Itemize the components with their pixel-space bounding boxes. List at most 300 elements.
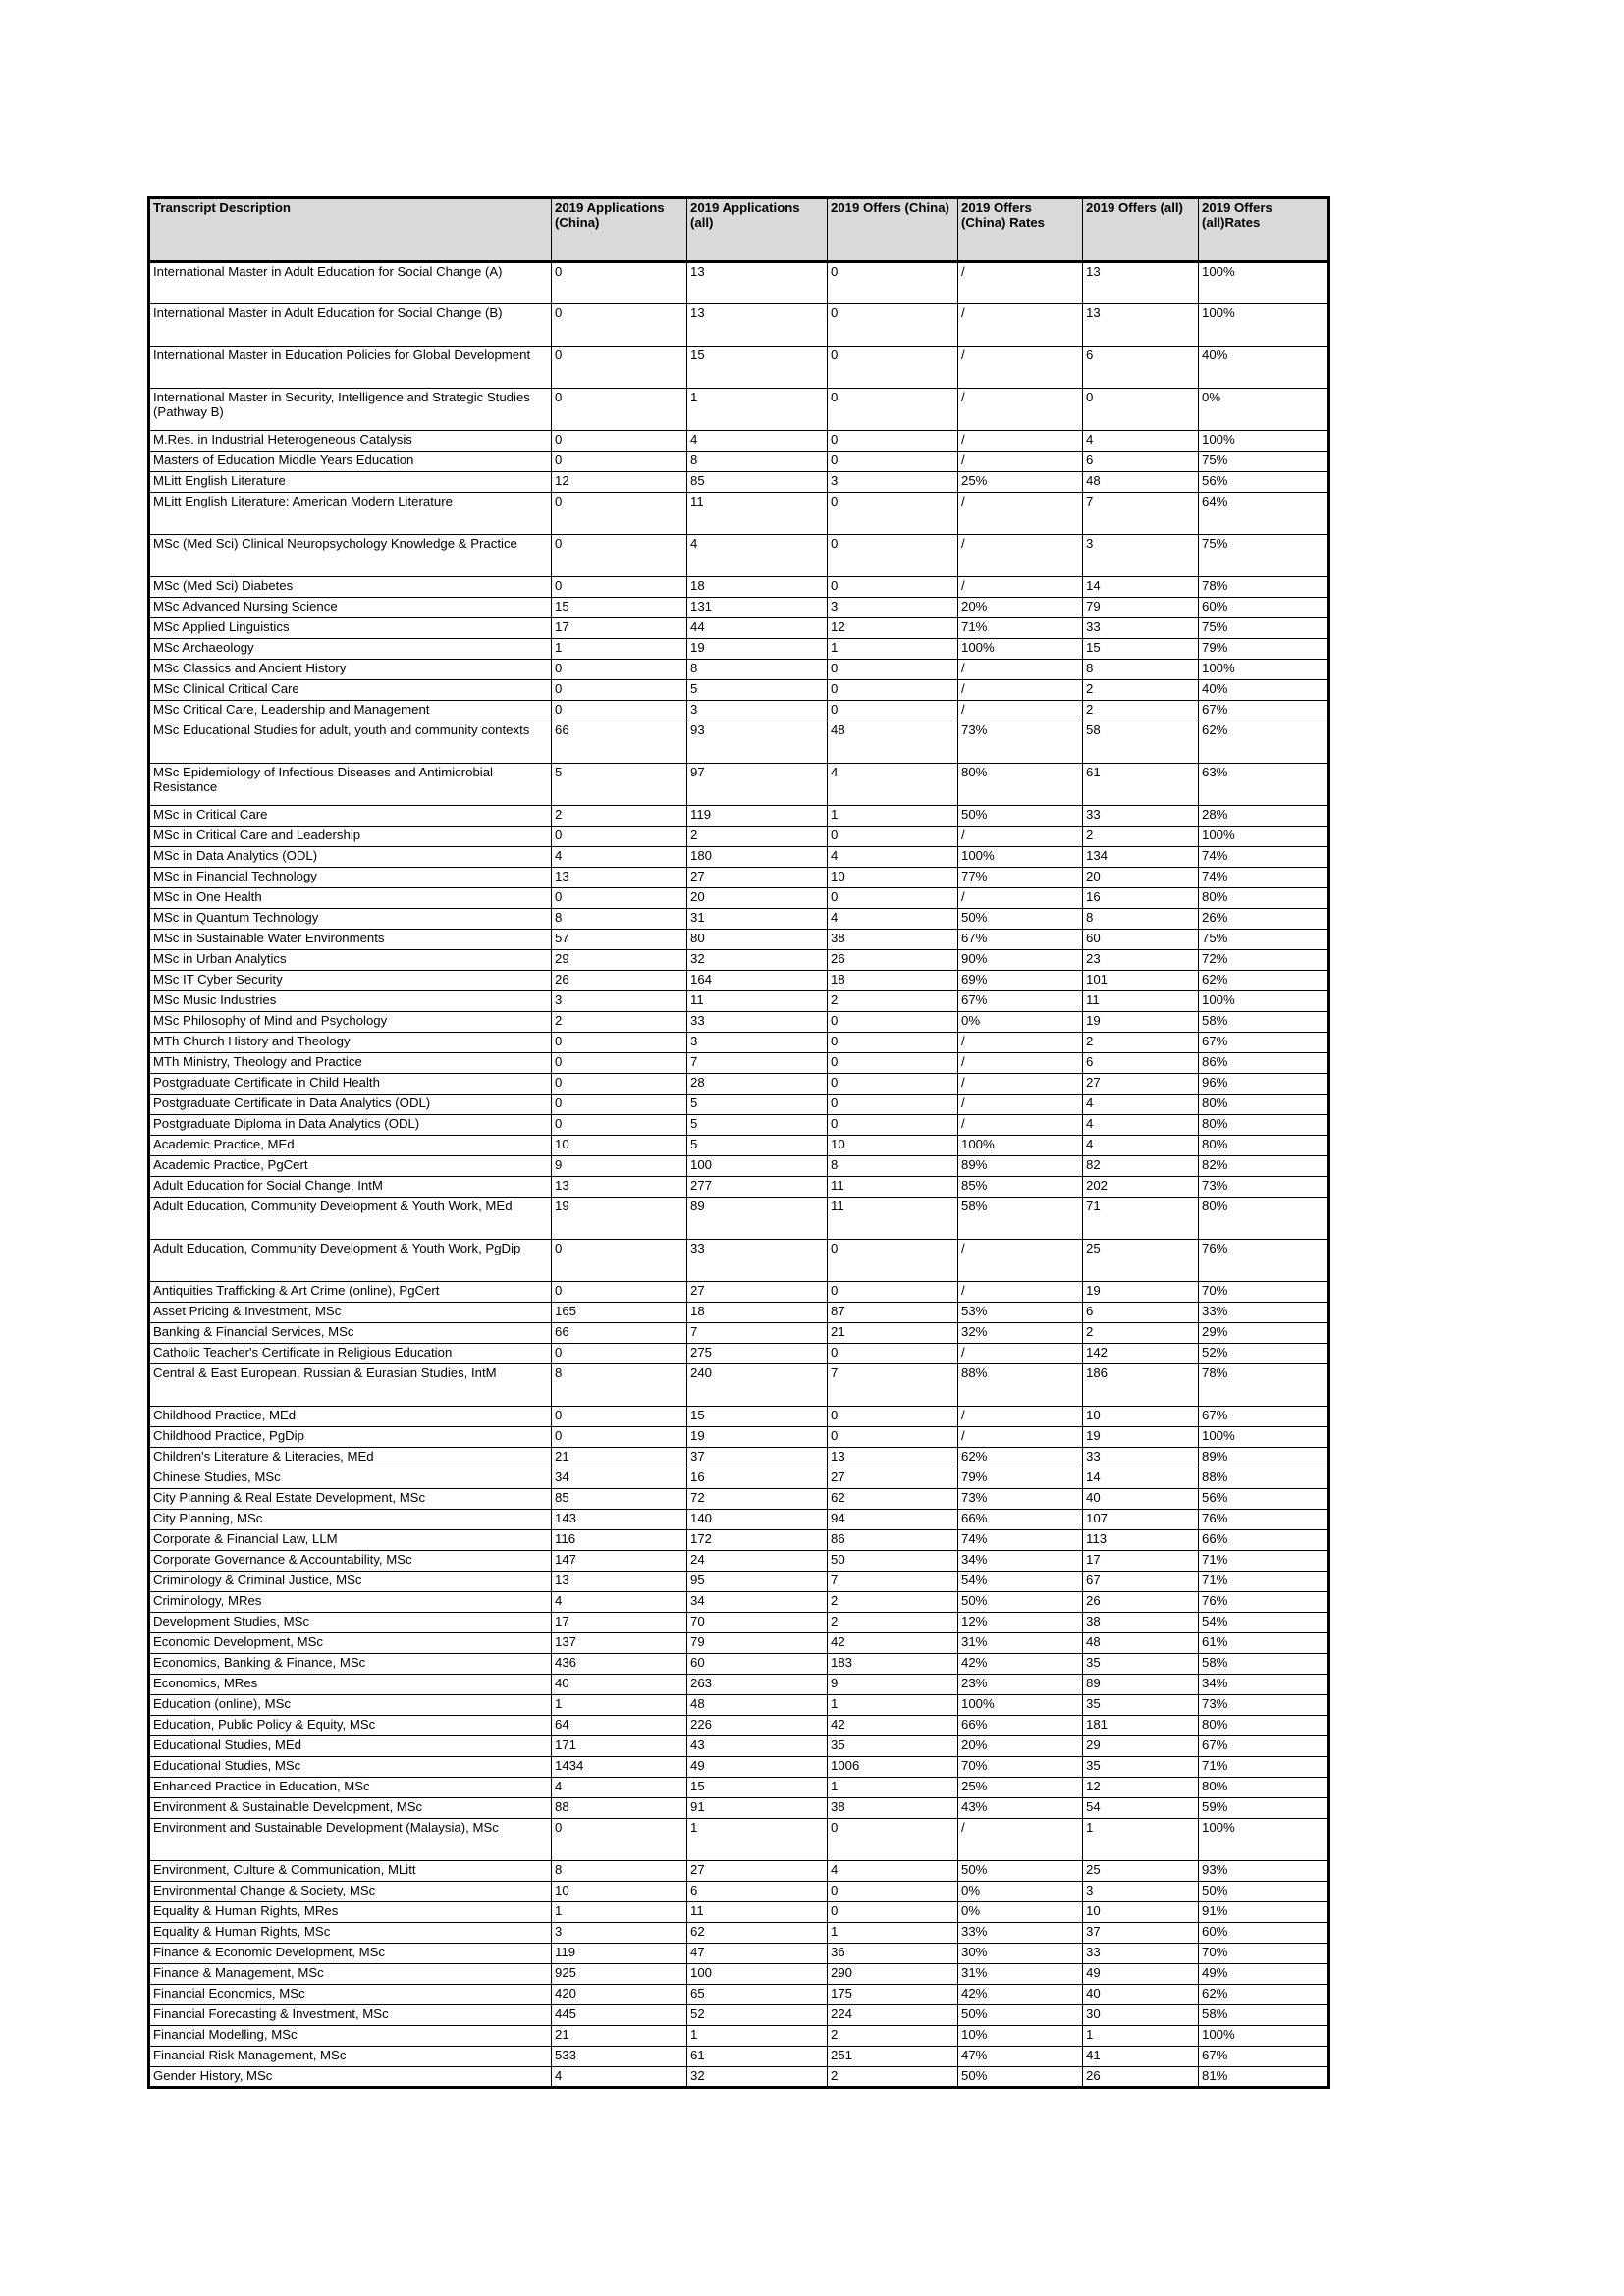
cell-offers-china: 224 [828, 2005, 958, 2026]
cell-applications-all: 131 [687, 598, 828, 618]
cell-offers-all-rate: 75% [1199, 535, 1329, 577]
cell-offers-china-rate: 50% [958, 2067, 1083, 2088]
cell-applications-china: 21 [552, 2026, 687, 2047]
cell-applications-china: 34 [552, 1468, 687, 1489]
cell-description: Corporate Governance & Accountability, MSc [149, 1551, 552, 1572]
cell-applications-all: 11 [687, 1902, 828, 1923]
cell-offers-china: 26 [828, 950, 958, 971]
table-row [149, 1613, 1329, 1633]
cell-offers-china: 8 [828, 1156, 958, 1177]
cell-offers-china: 10 [828, 868, 958, 888]
table-row [149, 1240, 1329, 1282]
table-row [149, 452, 1329, 472]
cell-applications-china: 8 [552, 909, 687, 930]
cell-applications-china: 0 [552, 1074, 687, 1095]
cell-applications-china: 21 [552, 1448, 687, 1468]
cell-offers-china-rate: 50% [958, 1861, 1083, 1882]
cell-offers-all-rate: 73% [1199, 1177, 1329, 1198]
cell-offers-all: 11 [1083, 991, 1199, 1012]
cell-description: Catholic Teacher's Certificate in Religious Education [149, 1344, 552, 1364]
cell-offers-all-rate: 54% [1199, 1613, 1329, 1633]
cell-offers-china-rate: / [958, 389, 1083, 431]
cell-offers-all: 48 [1083, 472, 1199, 493]
cell-offers-all: 3 [1083, 535, 1199, 577]
cell-offers-china-rate: 50% [958, 1592, 1083, 1613]
cell-offers-all: 4 [1083, 431, 1199, 452]
cell-offers-all: 10 [1083, 1407, 1199, 1427]
table-row [149, 262, 1329, 304]
cell-offers-all: 7 [1083, 493, 1199, 535]
cell-description: MSc in Critical Care and Leadership [149, 827, 552, 847]
cell-offers-all-rate: 34% [1199, 1675, 1329, 1695]
cell-description: M.Res. in Industrial Heterogeneous Catalysis [149, 431, 552, 452]
cell-applications-china: 4 [552, 1778, 687, 1798]
cell-applications-china: 119 [552, 1944, 687, 1964]
cell-offers-all: 17 [1083, 1551, 1199, 1572]
cell-offers-china: 0 [828, 452, 958, 472]
cell-applications-all: 33 [687, 1240, 828, 1282]
cell-offers-all-rate: 74% [1199, 847, 1329, 868]
cell-offers-china-rate: 69% [958, 971, 1083, 991]
cell-applications-china: 66 [552, 721, 687, 764]
table-row [149, 1923, 1329, 1944]
cell-description: MSc in Quantum Technology [149, 909, 552, 930]
cell-applications-all: 34 [687, 1592, 828, 1613]
cell-applications-all: 48 [687, 1695, 828, 1716]
cell-offers-all-rate: 75% [1199, 930, 1329, 950]
cell-description: Corporate & Financial Law, LLM [149, 1530, 552, 1551]
cell-applications-china: 0 [552, 660, 687, 680]
cell-applications-china: 64 [552, 1716, 687, 1736]
cell-applications-china: 1434 [552, 1757, 687, 1778]
header-row [149, 198, 1329, 262]
cell-offers-all: 6 [1083, 1053, 1199, 1074]
cell-applications-all: 1 [687, 2026, 828, 2047]
cell-offers-china: 0 [828, 577, 958, 598]
cell-offers-all: 37 [1083, 1923, 1199, 1944]
cell-description: International Master in Education Policies for Global Development [149, 347, 552, 389]
cell-description: MSc Epidemiology of Infectious Diseases and Antimicrobial Resistance [149, 764, 552, 806]
cell-offers-china-rate: 53% [958, 1303, 1083, 1323]
cell-applications-all: 33 [687, 1012, 828, 1033]
table-row [149, 431, 1329, 452]
cell-offers-china: 35 [828, 1736, 958, 1757]
cell-offers-all-rate: 67% [1199, 1736, 1329, 1757]
cell-offers-china-rate: 85% [958, 1177, 1083, 1198]
cell-offers-all-rate: 76% [1199, 1592, 1329, 1613]
cell-applications-all: 27 [687, 1282, 828, 1303]
cell-offers-all: 82 [1083, 1156, 1199, 1177]
cell-offers-china-rate: 20% [958, 1736, 1083, 1757]
cell-offers-all: 2 [1083, 1033, 1199, 1053]
cell-offers-china: 0 [828, 1407, 958, 1427]
cell-applications-all: 85 [687, 472, 828, 493]
table-header [149, 198, 1329, 262]
table-row [149, 930, 1329, 950]
cell-offers-all-rate: 56% [1199, 1489, 1329, 1510]
cell-offers-china-rate: / [958, 347, 1083, 389]
cell-applications-all: 27 [687, 1861, 828, 1882]
cell-applications-all: 32 [687, 2067, 828, 2088]
cell-applications-china: 12 [552, 472, 687, 493]
cell-applications-all: 6 [687, 1882, 828, 1902]
cell-offers-all-rate: 60% [1199, 1923, 1329, 1944]
cell-offers-all-rate: 63% [1199, 764, 1329, 806]
cell-applications-all: 24 [687, 1551, 828, 1572]
table-row [149, 2067, 1329, 2088]
cell-applications-all: 275 [687, 1344, 828, 1364]
table-row [149, 577, 1329, 598]
cell-offers-china-rate: 67% [958, 930, 1083, 950]
cell-applications-china: 1 [552, 1902, 687, 1923]
table-row [149, 1592, 1329, 1613]
cell-applications-all: 47 [687, 1944, 828, 1964]
cell-applications-all: 52 [687, 2005, 828, 2026]
cell-offers-all-rate: 76% [1199, 1510, 1329, 1530]
cell-offers-all-rate: 100% [1199, 1427, 1329, 1448]
table-row [149, 2047, 1329, 2067]
cell-description: Financial Forecasting & Investment, MSc [149, 2005, 552, 2026]
cell-description: MSc Philosophy of Mind and Psychology [149, 1012, 552, 1033]
cell-offers-all-rate: 58% [1199, 1654, 1329, 1675]
cell-offers-all-rate: 81% [1199, 2067, 1329, 2088]
cell-offers-china: 0 [828, 1074, 958, 1095]
cell-offers-china-rate: 0% [958, 1902, 1083, 1923]
cell-applications-china: 9 [552, 1156, 687, 1177]
cell-applications-china: 147 [552, 1551, 687, 1572]
cell-applications-all: 49 [687, 1757, 828, 1778]
cell-description: Enhanced Practice in Education, MSc [149, 1778, 552, 1798]
cell-offers-china: 0 [828, 1427, 958, 1448]
cell-offers-china: 0 [828, 701, 958, 721]
cell-offers-china: 0 [828, 680, 958, 701]
cell-offers-all: 2 [1083, 1323, 1199, 1344]
cell-applications-china: 88 [552, 1798, 687, 1819]
cell-offers-china: 0 [828, 1344, 958, 1364]
cell-offers-china: 2 [828, 1613, 958, 1633]
cell-applications-all: 11 [687, 493, 828, 535]
cell-applications-china: 8 [552, 1861, 687, 1882]
cell-applications-all: 32 [687, 950, 828, 971]
cell-offers-china-rate: 58% [958, 1198, 1083, 1240]
cell-description: International Master in Adult Education for Social Change (A) [149, 262, 552, 304]
cell-description: Educational Studies, MEd [149, 1736, 552, 1757]
cell-offers-all: 4 [1083, 1115, 1199, 1136]
cell-offers-china-rate: / [958, 1095, 1083, 1115]
table-row [149, 1572, 1329, 1592]
cell-description: Educational Studies, MSc [149, 1757, 552, 1778]
cell-offers-china: 0 [828, 1819, 958, 1861]
cell-description: MLitt English Literature [149, 472, 552, 493]
cell-offers-china: 0 [828, 1033, 958, 1053]
table-row [149, 598, 1329, 618]
cell-offers-all: 35 [1083, 1757, 1199, 1778]
cell-description: Equality & Human Rights, MRes [149, 1902, 552, 1923]
table-row [149, 1861, 1329, 1882]
cell-offers-china: 0 [828, 431, 958, 452]
table-row [149, 472, 1329, 493]
cell-offers-all-rate: 74% [1199, 868, 1329, 888]
cell-applications-china: 143 [552, 1510, 687, 1530]
cell-description: MSc IT Cyber Security [149, 971, 552, 991]
cell-applications-china: 0 [552, 1427, 687, 1448]
cell-offers-all: 35 [1083, 1695, 1199, 1716]
cell-offers-all-rate: 58% [1199, 1012, 1329, 1033]
cell-applications-china: 15 [552, 598, 687, 618]
table-row [149, 1156, 1329, 1177]
cell-applications-china: 19 [552, 1198, 687, 1240]
cell-description: Finance & Management, MSc [149, 1964, 552, 1985]
cell-description: MSc in One Health [149, 888, 552, 909]
cell-offers-china-rate: / [958, 535, 1083, 577]
cell-offers-china-rate: 62% [958, 1448, 1083, 1468]
cell-description: Childhood Practice, MEd [149, 1407, 552, 1427]
table-row [149, 888, 1329, 909]
cell-applications-china: 925 [552, 1964, 687, 1985]
cell-offers-china: 1 [828, 639, 958, 660]
table-row [149, 1964, 1329, 1985]
cell-offers-china-rate: 25% [958, 472, 1083, 493]
cell-description: MTh Ministry, Theology and Practice [149, 1053, 552, 1074]
cell-offers-all-rate: 60% [1199, 598, 1329, 618]
cell-offers-all-rate: 100% [1199, 431, 1329, 452]
cell-applications-china: 8 [552, 1364, 687, 1407]
cell-offers-all: 186 [1083, 1364, 1199, 1407]
cell-offers-china-rate: 47% [958, 2047, 1083, 2067]
cell-offers-all: 25 [1083, 1861, 1199, 1882]
table-row [149, 535, 1329, 577]
cell-offers-all-rate: 80% [1199, 1136, 1329, 1156]
cell-offers-china-rate: 71% [958, 618, 1083, 639]
cell-applications-all: 164 [687, 971, 828, 991]
cell-applications-china: 116 [552, 1530, 687, 1551]
cell-offers-china-rate: 50% [958, 2005, 1083, 2026]
cell-offers-all: 6 [1083, 452, 1199, 472]
cell-offers-all: 13 [1083, 262, 1199, 304]
cell-offers-china: 0 [828, 660, 958, 680]
cell-offers-all-rate: 80% [1199, 1198, 1329, 1240]
cell-description: Environment, Culture & Communication, MLitt [149, 1861, 552, 1882]
cell-applications-all: 13 [687, 304, 828, 347]
table-row [149, 1716, 1329, 1736]
cell-applications-china: 5 [552, 764, 687, 806]
cell-description: Antiquities Trafficking & Art Crime (online), PgCert [149, 1282, 552, 1303]
cell-offers-china-rate: 90% [958, 950, 1083, 971]
table-row [149, 1427, 1329, 1448]
cell-offers-china-rate: 77% [958, 868, 1083, 888]
cell-offers-china: 4 [828, 1861, 958, 1882]
cell-applications-china: 171 [552, 1736, 687, 1757]
cell-offers-all-rate: 78% [1199, 1364, 1329, 1407]
cell-offers-all-rate: 89% [1199, 1448, 1329, 1468]
cell-offers-all-rate: 70% [1199, 1944, 1329, 1964]
cell-offers-all: 6 [1083, 347, 1199, 389]
cell-applications-all: 93 [687, 721, 828, 764]
cell-description: Children's Literature & Literacies, MEd [149, 1448, 552, 1468]
cell-offers-all: 181 [1083, 1716, 1199, 1736]
table-row [149, 304, 1329, 347]
cell-applications-china: 0 [552, 680, 687, 701]
table-row [149, 806, 1329, 827]
admissions-table [147, 196, 1330, 2089]
cell-offers-china: 87 [828, 1303, 958, 1323]
cell-offers-all: 107 [1083, 1510, 1199, 1530]
cell-offers-china-rate: 73% [958, 721, 1083, 764]
cell-offers-china: 0 [828, 1012, 958, 1033]
cell-offers-all-rate: 100% [1199, 827, 1329, 847]
cell-applications-china: 29 [552, 950, 687, 971]
table-row [149, 1177, 1329, 1198]
cell-offers-china-rate: / [958, 1074, 1083, 1095]
table-row [149, 764, 1329, 806]
cell-applications-china: 0 [552, 1282, 687, 1303]
table-row [149, 1695, 1329, 1716]
cell-offers-all: 89 [1083, 1675, 1199, 1695]
cell-offers-all-rate: 71% [1199, 1572, 1329, 1592]
cell-offers-china-rate: / [958, 1407, 1083, 1427]
cell-applications-china: 3 [552, 1923, 687, 1944]
cell-offers-all: 12 [1083, 1778, 1199, 1798]
cell-description: Gender History, MSc [149, 2067, 552, 2088]
cell-offers-all-rate: 80% [1199, 1115, 1329, 1136]
table-row [149, 2005, 1329, 2026]
cell-offers-all-rate: 79% [1199, 639, 1329, 660]
cell-offers-china: 4 [828, 764, 958, 806]
cell-offers-all-rate: 78% [1199, 577, 1329, 598]
cell-description: MSc (Med Sci) Diabetes [149, 577, 552, 598]
cell-offers-all-rate: 50% [1199, 1882, 1329, 1902]
cell-offers-all: 4 [1083, 1095, 1199, 1115]
cell-applications-all: 79 [687, 1633, 828, 1654]
cell-offers-china-rate: 100% [958, 639, 1083, 660]
table-row [149, 1468, 1329, 1489]
cell-applications-china: 0 [552, 1344, 687, 1364]
cell-applications-china: 0 [552, 1407, 687, 1427]
cell-applications-china: 4 [552, 2067, 687, 2088]
cell-offers-all-rate: 66% [1199, 1530, 1329, 1551]
table-row [149, 639, 1329, 660]
cell-description: Education, Public Policy & Equity, MSc [149, 1716, 552, 1736]
cell-description: Academic Practice, MEd [149, 1136, 552, 1156]
cell-description: Adult Education, Community Development & Youth Work, MEd [149, 1198, 552, 1240]
cell-offers-china-rate: / [958, 493, 1083, 535]
cell-description: Economic Development, MSc [149, 1633, 552, 1654]
cell-applications-all: 97 [687, 764, 828, 806]
table-row [149, 950, 1329, 971]
cell-offers-china-rate: 88% [958, 1364, 1083, 1407]
cell-offers-china-rate: / [958, 827, 1083, 847]
cell-offers-all: 49 [1083, 1964, 1199, 1985]
cell-applications-all: 61 [687, 2047, 828, 2067]
cell-applications-china: 0 [552, 1053, 687, 1074]
cell-offers-all-rate: 100% [1199, 660, 1329, 680]
cell-applications-all: 31 [687, 909, 828, 930]
cell-offers-china: 11 [828, 1198, 958, 1240]
cell-offers-all: 202 [1083, 1177, 1199, 1198]
cell-offers-china-rate: / [958, 262, 1083, 304]
cell-applications-all: 89 [687, 1198, 828, 1240]
cell-offers-china: 0 [828, 535, 958, 577]
cell-offers-all-rate: 26% [1199, 909, 1329, 930]
cell-applications-all: 43 [687, 1736, 828, 1757]
cell-offers-all-rate: 28% [1199, 806, 1329, 827]
cell-offers-china: 0 [828, 347, 958, 389]
cell-applications-all: 140 [687, 1510, 828, 1530]
cell-offers-all-rate: 75% [1199, 618, 1329, 639]
cell-applications-china: 0 [552, 347, 687, 389]
cell-offers-all: 8 [1083, 660, 1199, 680]
cell-offers-all: 3 [1083, 1882, 1199, 1902]
cell-description: Environmental Change & Society, MSc [149, 1882, 552, 1902]
cell-applications-all: 62 [687, 1923, 828, 1944]
cell-offers-china: 0 [828, 1115, 958, 1136]
cell-offers-china-rate: 43% [958, 1798, 1083, 1819]
cell-applications-all: 65 [687, 1985, 828, 2005]
cell-applications-china: 17 [552, 1613, 687, 1633]
cell-applications-china: 40 [552, 1675, 687, 1695]
cell-offers-all: 1 [1083, 2026, 1199, 2047]
cell-offers-all-rate: 80% [1199, 1778, 1329, 1798]
cell-offers-all: 26 [1083, 1592, 1199, 1613]
cell-offers-china-rate: / [958, 888, 1083, 909]
cell-offers-all-rate: 88% [1199, 1468, 1329, 1489]
cell-offers-all: 33 [1083, 618, 1199, 639]
cell-offers-china-rate: 42% [958, 1985, 1083, 2005]
cell-offers-all-rate: 40% [1199, 347, 1329, 389]
cell-description: Economics, Banking & Finance, MSc [149, 1654, 552, 1675]
cell-offers-china-rate: 66% [958, 1716, 1083, 1736]
cell-offers-china: 7 [828, 1364, 958, 1407]
cell-offers-all: 2 [1083, 680, 1199, 701]
cell-applications-all: 180 [687, 847, 828, 868]
cell-description: MSc in Data Analytics (ODL) [149, 847, 552, 868]
table-row [149, 1095, 1329, 1115]
cell-applications-all: 100 [687, 1156, 828, 1177]
cell-description: International Master in Adult Education for Social Change (B) [149, 304, 552, 347]
cell-offers-china-rate: 30% [958, 1944, 1083, 1964]
cell-offers-china-rate: / [958, 660, 1083, 680]
cell-offers-china: 7 [828, 1572, 958, 1592]
cell-applications-all: 18 [687, 577, 828, 598]
cell-applications-china: 3 [552, 991, 687, 1012]
cell-applications-all: 16 [687, 1468, 828, 1489]
cell-description: Economics, MRes [149, 1675, 552, 1695]
cell-applications-china: 1 [552, 639, 687, 660]
cell-applications-all: 226 [687, 1716, 828, 1736]
cell-offers-all-rate: 71% [1199, 1757, 1329, 1778]
cell-applications-all: 18 [687, 1303, 828, 1323]
cell-applications-china: 445 [552, 2005, 687, 2026]
cell-offers-all: 41 [1083, 2047, 1199, 2067]
cell-applications-china: 26 [552, 971, 687, 991]
cell-offers-china-rate: 73% [958, 1489, 1083, 1510]
cell-offers-china-rate: / [958, 452, 1083, 472]
table-row [149, 827, 1329, 847]
cell-offers-china: 251 [828, 2047, 958, 2067]
cell-applications-china: 66 [552, 1323, 687, 1344]
cell-offers-all: 8 [1083, 909, 1199, 930]
cell-offers-china-rate: 100% [958, 847, 1083, 868]
cell-offers-all-rate: 29% [1199, 1323, 1329, 1344]
cell-applications-china: 1 [552, 1695, 687, 1716]
cell-offers-china: 10 [828, 1136, 958, 1156]
cell-offers-china: 94 [828, 1510, 958, 1530]
table-row [149, 1115, 1329, 1136]
cell-offers-all-rate: 62% [1199, 971, 1329, 991]
cell-offers-all: 10 [1083, 1902, 1199, 1923]
cell-applications-all: 1 [687, 1819, 828, 1861]
cell-applications-all: 37 [687, 1448, 828, 1468]
